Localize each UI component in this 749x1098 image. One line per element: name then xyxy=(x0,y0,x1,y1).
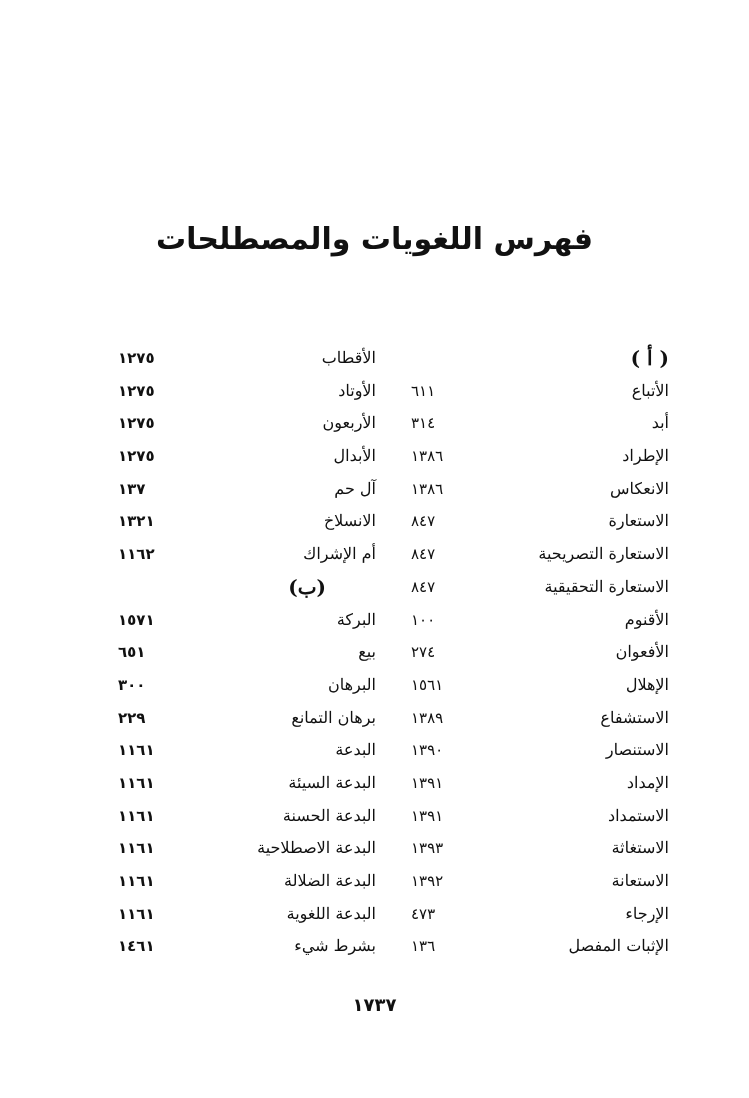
index-page-ref: ١٣٨٩ xyxy=(411,708,444,727)
index-page-ref: ١٣٩١ xyxy=(411,773,444,792)
index-entry xyxy=(411,800,669,833)
index-page-ref: ١١٦١ xyxy=(118,839,155,858)
index-entry xyxy=(118,702,376,735)
index-term: الأوتاد xyxy=(338,380,376,400)
index-entry xyxy=(411,702,669,735)
index-page-ref: ٨٤٧ xyxy=(411,512,436,531)
index-page-ref: ١١٦١ xyxy=(118,904,155,923)
index-entry xyxy=(118,473,376,506)
index-entry xyxy=(118,865,376,898)
index-term: الاستعانة xyxy=(611,871,669,890)
index-page-ref: ١١٦٢ xyxy=(118,545,155,564)
index-page-ref: ١٣٨٦ xyxy=(411,447,444,466)
index-entry xyxy=(411,407,669,440)
index-entry xyxy=(118,767,376,800)
index-page-ref: ١١٦١ xyxy=(118,773,155,792)
index-page-ref: ٢٧٤ xyxy=(411,643,436,662)
index-entry xyxy=(118,375,376,408)
index-term: الأقطاب xyxy=(321,348,376,367)
index-page-ref: ١٥٦١ xyxy=(411,675,444,694)
index-term: البدعة السيئة xyxy=(288,772,376,792)
index-page-ref: ١٤٦١ xyxy=(118,937,155,956)
index-term: الاستعارة التحقيقية xyxy=(544,576,669,596)
index-column-left xyxy=(118,342,376,963)
index-page-ref: ٢٢٩ xyxy=(118,708,146,727)
index-entry xyxy=(411,636,669,669)
index-entry xyxy=(118,407,376,440)
index-term: الإطراد xyxy=(622,446,669,466)
index-entry xyxy=(411,767,669,800)
index-term: الأربعون xyxy=(322,413,376,433)
page-number: ١٧٣٧ xyxy=(352,995,397,1016)
index-term: الاستغاثة xyxy=(611,838,669,858)
index-entry xyxy=(411,604,669,637)
index-term: البدعة الضلالة xyxy=(284,871,376,890)
page-title: فهرس اللغويات والمصطلحات xyxy=(156,222,593,257)
index-term: البرهان xyxy=(327,674,376,694)
index-term: الإمداد xyxy=(626,772,669,792)
index-page-ref: ١١٦١ xyxy=(118,872,155,890)
index-page-ref: ١٥٧١ xyxy=(118,610,155,629)
index-term: برهان التمانع xyxy=(291,707,376,727)
index-entry xyxy=(118,538,376,571)
index-page-ref: ٨٤٧ xyxy=(411,545,436,564)
index-term: الانعكاس xyxy=(610,478,669,498)
index-page-ref: ١٢٧٥ xyxy=(118,381,155,400)
index-column-right xyxy=(411,342,669,963)
index-entry xyxy=(411,505,669,538)
index-entry xyxy=(118,505,376,538)
index-term: الانسلاخ xyxy=(323,511,376,531)
index-page-ref: ١٣٧ xyxy=(118,479,146,498)
index-term: البدعة xyxy=(335,740,376,760)
index-entry xyxy=(118,669,376,702)
index-page-ref: ١٣٨٦ xyxy=(411,479,444,498)
index-term: أم الإشراك xyxy=(303,544,376,564)
index-entry xyxy=(411,865,669,898)
index-term: الأفعوان xyxy=(615,642,669,662)
index-entry xyxy=(118,832,376,865)
index-page-ref: ٣١٤ xyxy=(411,414,436,433)
index-entry xyxy=(411,832,669,865)
index-term: الأقنوم xyxy=(624,609,669,629)
index-term: آل حم xyxy=(334,478,376,498)
index-entry xyxy=(411,375,669,408)
index-term: الاستعارة xyxy=(608,511,669,531)
index-entry xyxy=(118,734,376,767)
index-page-ref: ٦٥١ xyxy=(118,643,146,662)
index-page-ref: ١٣٩٠ xyxy=(411,741,444,760)
index-term: الأتباع xyxy=(631,380,669,400)
index-term: الاستعارة التصريحية xyxy=(538,544,669,564)
index-entry xyxy=(411,898,669,931)
index-page-ref: ١١٦١ xyxy=(118,806,155,825)
index-page-ref: ٨٤٧ xyxy=(411,577,436,596)
index-term: الاستشفاع xyxy=(600,707,669,727)
index-entry xyxy=(411,669,669,702)
index-entry xyxy=(118,604,376,637)
index-term: الاستمداد xyxy=(607,805,669,825)
index-entry xyxy=(118,636,376,669)
index-page-ref: ١٠٠ xyxy=(411,610,436,629)
index-page-ref: ١٣٩٢ xyxy=(411,872,444,890)
index-entry xyxy=(411,571,669,604)
index-term: البدعة الحسنة xyxy=(282,805,376,825)
index-page-ref: ١٢٧٥ xyxy=(118,414,155,433)
index-page-ref: ١٢٧٥ xyxy=(118,447,155,466)
index-entry xyxy=(118,440,376,473)
index-entry xyxy=(411,734,669,767)
index-term: أبد xyxy=(651,413,669,433)
section-letter-header: (ب) xyxy=(288,574,326,599)
section-header-row xyxy=(118,571,376,604)
index-term: الإهلال xyxy=(625,674,669,694)
index-page-ref: ١٣٩٣ xyxy=(411,839,444,858)
index-term: بيع xyxy=(358,642,376,662)
index-page-ref: ١٣٩١ xyxy=(411,806,444,825)
index-page-ref: ٦١١ xyxy=(411,381,436,400)
index-entry xyxy=(118,898,376,931)
index-page-ref: ١٢٧٥ xyxy=(118,349,155,367)
index-entry xyxy=(411,473,669,506)
index-term: الإثبات المفصل xyxy=(568,936,669,956)
index-page-ref: ١١٦١ xyxy=(118,741,155,760)
index-term: البدعة اللغوية xyxy=(286,903,376,923)
index-entry xyxy=(118,930,376,963)
index-page-ref: ٤٧٣ xyxy=(411,904,436,923)
index-entry xyxy=(411,538,669,571)
index-term: الأبدال xyxy=(333,446,376,466)
index-term: البدعة الاصطلاحية xyxy=(257,838,376,858)
section-header-row xyxy=(411,342,669,375)
section-letter-header: ( أ ) xyxy=(630,346,669,370)
index-term: بشرط شيء xyxy=(294,936,376,956)
index-page-ref: ١٣٦ xyxy=(411,937,436,956)
index-term: الاستنصار xyxy=(605,740,669,760)
index-entry xyxy=(118,800,376,833)
index-term: الإرجاء xyxy=(625,903,669,923)
index-entry xyxy=(411,930,669,963)
index-term: البركة xyxy=(336,609,376,629)
index-entry xyxy=(411,440,669,473)
index-page-ref: ٣٠٠ xyxy=(118,675,146,694)
index-page-ref: ١٣٢١ xyxy=(118,512,155,531)
index-entry xyxy=(118,342,376,375)
